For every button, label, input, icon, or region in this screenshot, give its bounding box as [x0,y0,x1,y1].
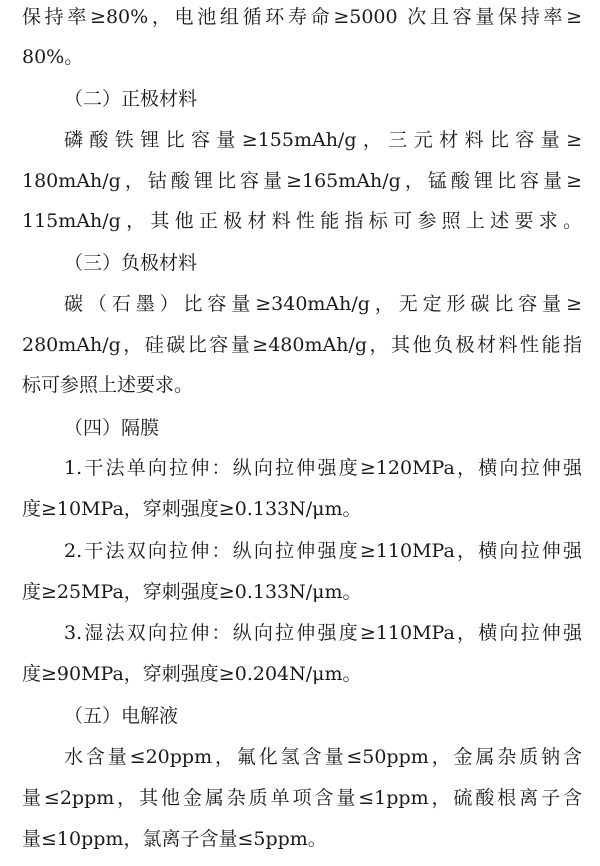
intro-line-1: 保持率≥80%，电池组循环寿命≥5000 次且容量保持率≥ [22,6,582,28]
separator-3-line-1: 3.湿法双向拉伸：纵向拉伸强度≥110MPa，横向拉伸强 [64,622,582,644]
electrolyte-line-3: 量≤10ppm，氯离子含量≤5ppm。 [22,828,327,850]
separator-3-line-2: 度≥90MPa，穿刺强度≥0.204N/μm。 [22,663,362,685]
intro-line-2: 80%。 [22,46,84,68]
electrolyte-line-2: 量≤2ppm，其他金属杂质单项含量≤1ppm，硫酸根离子含 [22,787,582,809]
separator-2-line-1: 2.干法双向拉伸：纵向拉伸强度≥110MPa，横向拉伸强 [64,540,582,562]
anode-line-3: 标可参照上述要求。 [22,374,194,396]
cathode-line-3: 115mAh/g，其他正极材料性能指标可参照上述要求。 [22,210,582,232]
separator-2-line-2: 度≥25MPa，穿刺强度≥0.133N/μm。 [22,581,362,603]
separator-1-line-2: 度≥10MPa，穿刺强度≥0.133N/μm。 [22,498,362,520]
separator-1-line-1: 1.干法单向拉伸：纵向拉伸强度≥120MPa，横向拉伸强 [64,457,582,479]
section-heading-anode: （三）负极材料 [64,252,198,274]
section-heading-separator: （四）隔膜 [64,417,160,439]
electrolyte-line-1: 水含量≤20ppm，氟化氢含量≤50ppm，金属杂质钠含 [64,746,582,768]
anode-line-2: 280mAh/g，硅碳比容量≥480mAh/g，其他负极材料性能指 [22,334,582,356]
section-heading-cathode: （二）正极材料 [64,88,198,110]
anode-line-1: 碳（石墨）比容量≥340mAh/g，无定形碳比容量≥ [64,293,582,315]
section-heading-electrolyte: （五）电解液 [64,705,179,727]
cathode-line-2: 180mAh/g，钴酸锂比容量≥165mAh/g，锰酸锂比容量≥ [22,170,582,192]
cathode-line-1: 磷酸铁锂比容量≥155mAh/g，三元材料比容量≥ [64,129,582,151]
